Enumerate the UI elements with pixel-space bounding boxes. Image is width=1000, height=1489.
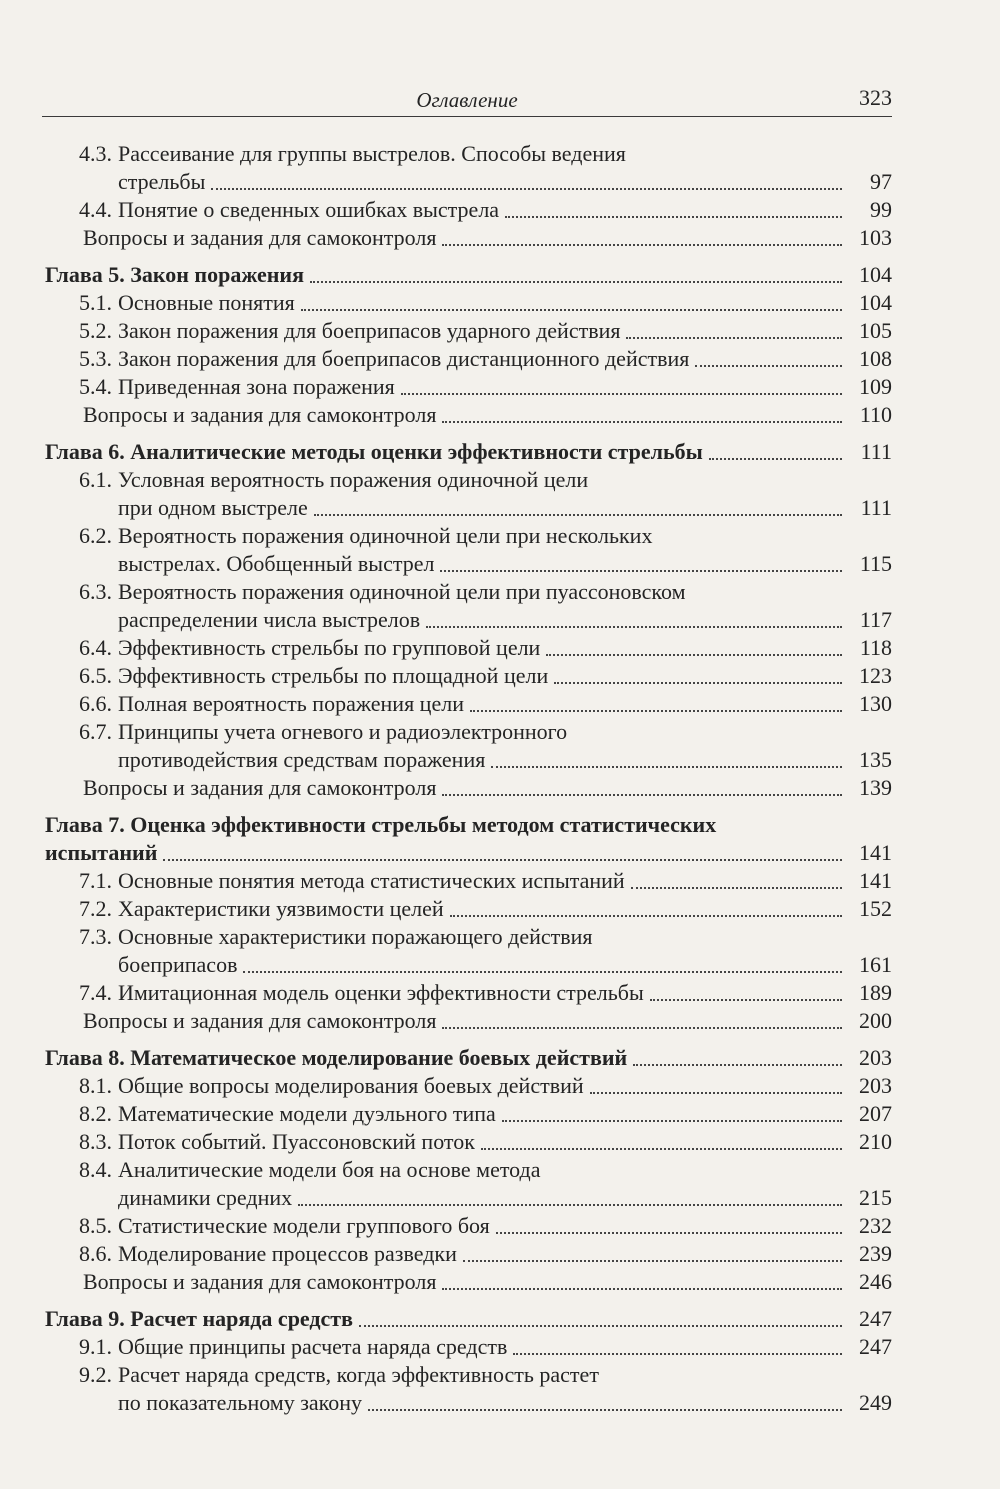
toc-entry-text [79,522,846,578]
toc-questions-entry [45,1268,892,1296]
toc-section-entry [45,1100,892,1128]
toc-chapter-entry [45,261,892,289]
toc-title [118,1212,846,1240]
toc-section-entry [45,373,892,401]
page-number: 323 [859,85,892,110]
toc-section-number: 7.1. [79,868,112,893]
toc-title-line: Общие вопросы моделирования боевых действий [118,1073,584,1098]
toc-title [118,923,846,979]
toc-title [83,1007,846,1035]
toc-entry-text [79,140,846,196]
toc-page-number: 200 [859,1008,892,1033]
toc-section-entry [45,634,892,662]
toc-section-number: 5.2. [79,318,112,343]
toc-title-line: Вопросы и задания для самоконтроля [83,225,437,250]
dot-leader [650,999,842,1001]
dot-leader [243,971,842,973]
toc-page-number: 139 [859,775,892,800]
toc-entry-text [79,923,846,979]
dot-leader [163,859,842,861]
toc-entry-text [83,774,846,802]
toc-title [118,140,846,196]
toc-title-last-line [118,662,846,690]
toc-page-number: 189 [859,980,892,1005]
toc-entry-text [79,466,846,522]
dot-leader [470,710,842,712]
dot-leader [442,421,842,423]
toc-title-line: распределении числа выстрелов [118,607,421,632]
toc-section-number: 8.5. [79,1213,112,1238]
toc-section-number: 8.3. [79,1129,112,1154]
dot-leader [496,1232,842,1234]
toc-title-line: Основные характеристики поражающего действия [118,924,593,949]
toc-title-line: при одном выстреле [118,495,308,520]
toc-page-number: 135 [859,747,892,772]
toc-section-number: 7.4. [79,980,112,1005]
toc-title-last-line [83,401,846,429]
toc-title [45,1044,846,1072]
toc-section-number: 6.5. [79,663,112,688]
toc-section-number: 6.4. [79,635,112,660]
toc-title-line: Основные понятия метода статистических испытаний [118,868,625,893]
toc-entry-text [83,1268,846,1296]
dot-leader [301,309,842,311]
toc-title-line: Глава 9. Расчет наряда средств [45,1306,353,1331]
toc-entry-text [45,438,846,466]
toc-title-line: Расчет наряда средств, когда эффективность растет [118,1362,599,1387]
dot-leader [491,766,842,768]
dot-leader [463,1260,842,1262]
toc-section-entry [45,522,892,578]
toc-page-number: 130 [859,691,892,716]
toc-title-last-line [83,224,846,252]
toc-title-line: Условная вероятность поражения одиночной цели [118,467,589,492]
toc-title-line: выстрелах. Обобщенный выстрел [118,551,435,576]
toc-page-number: 215 [859,1185,892,1210]
running-header [42,82,892,117]
toc-entry-text [79,317,846,345]
toc-section-entry [45,979,892,1007]
toc-title-line: Характеристики уязвимости целей [118,896,444,921]
toc-section-number: 5.3. [79,346,112,371]
toc-page-number: 108 [859,346,892,371]
toc-section-entry [45,1156,892,1212]
toc-entry-text [79,1156,846,1212]
toc-entry-text [45,1044,846,1072]
toc-entry-text [79,1128,846,1156]
toc-title [45,438,846,466]
toc-title-last-line [118,168,846,196]
toc-title [118,1128,846,1156]
toc-page-number: 110 [859,402,892,427]
toc-section-entry [45,1128,892,1156]
toc-page-number: 104 [859,290,892,315]
toc-entry-text [79,867,846,895]
toc-page-number: 210 [859,1129,892,1154]
toc-title-last-line [45,261,846,289]
toc-entry-text [79,634,846,662]
toc-page-number: 103 [859,225,892,250]
dot-leader [401,393,842,395]
toc-title-line: Эффективность стрельбы по площадной цели [118,663,549,688]
toc-title-last-line [118,1240,846,1268]
toc-title-line: стрельбы [118,169,206,194]
toc-section-number: 6.6. [79,691,112,716]
toc-page-number: 118 [859,635,892,660]
toc-page-number: 104 [859,262,892,287]
toc-section-entry [45,578,892,634]
toc-title-line: Эффективность стрельбы по групповой цели [118,635,541,660]
toc-title-line: Глава 6. Аналитические методы оценки эффективности стрельбы [45,439,703,464]
toc-section-entry [45,345,892,373]
toc-section-entry [45,289,892,317]
dot-leader [502,1120,842,1122]
dot-leader [709,458,842,460]
toc-title-last-line [118,494,846,522]
dot-leader [440,570,842,572]
toc-title [118,1240,846,1268]
dot-leader [442,1027,842,1029]
toc-entry-text [79,1212,846,1240]
toc-title-line: Поток событий. Пуассоновский поток [118,1129,475,1154]
toc-entry-text [83,1007,846,1035]
toc-section-number: 8.6. [79,1241,112,1266]
toc-chapter-entry [45,1044,892,1072]
toc-section-entry [45,317,892,345]
toc-entry-text [79,979,846,1007]
toc-title-last-line [118,196,846,224]
toc-page-number: 239 [859,1241,892,1266]
toc-title-last-line [118,1128,846,1156]
toc-title-line: испытаний [45,840,158,865]
toc-questions-entry [45,774,892,802]
toc-title-last-line [45,438,846,466]
toc-title [45,1305,846,1333]
toc-title [118,718,846,774]
toc-entry-text [45,1305,846,1333]
toc-title-last-line [118,634,846,662]
toc-title-last-line [83,774,846,802]
toc-title [118,373,846,401]
toc-title [83,1268,846,1296]
toc-section-entry [45,1240,892,1268]
dot-leader [211,188,842,190]
toc-page-number: 117 [859,607,892,632]
toc-title [118,522,846,578]
toc-title-line: Математические модели дуэльного типа [118,1101,496,1126]
toc-section-entry [45,895,892,923]
toc-title-line: боеприпасов [118,952,238,977]
toc-title [45,811,846,867]
toc-section-number: 4.3. [79,141,112,166]
toc-chapter-entry [45,811,892,867]
toc-title-line: по показательному закону [118,1390,363,1415]
dot-leader [481,1148,842,1150]
dot-leader [633,1064,842,1066]
toc-page-number: 247 [859,1334,892,1359]
toc-title-line: Вероятность поражения одиночной цели при пуассоновском [118,579,686,604]
toc-title-last-line [118,1100,846,1128]
toc-title-last-line [118,1212,846,1240]
toc-title [83,401,846,429]
toc-title [118,196,846,224]
toc-title-last-line [118,1389,846,1417]
toc-title-line: Вопросы и задания для самоконтроля [83,402,437,427]
toc-title [118,466,846,522]
toc-entry-text [79,718,846,774]
dot-leader [695,365,842,367]
toc-entry-text [79,1240,846,1268]
toc-section-entry [45,196,892,224]
toc-section-entry [45,718,892,774]
toc-page-number: 141 [859,840,892,865]
toc-title-last-line [118,690,846,718]
toc-title [45,261,846,289]
toc-title-line: Закон поражения для боеприпасов дистанционного действия [118,346,690,371]
toc-title-line: Вопросы и задания для самоконтроля [83,775,437,800]
toc-page-number: 111 [860,439,892,464]
toc-entry-text [79,373,846,401]
toc-title [118,1333,846,1361]
toc-entry-text [79,1072,846,1100]
toc-section-number: 4.4. [79,197,112,222]
toc-section-entry [45,1361,892,1417]
toc-section-number: 6.2. [79,523,112,548]
toc-title [118,634,846,662]
toc-entry-text [79,578,846,634]
toc-section-number: 9.2. [79,1362,112,1387]
toc-entry-text [79,1361,846,1417]
toc-page-number: 232 [859,1213,892,1238]
toc-title-last-line [118,373,846,401]
toc-title-last-line [118,951,846,979]
toc-title-last-line [45,1305,846,1333]
toc-entry-text [79,895,846,923]
toc-section-entry [45,923,892,979]
toc-title [118,578,846,634]
dot-leader [631,887,842,889]
dot-leader [368,1409,842,1411]
toc-section-number: 6.7. [79,719,112,744]
dot-leader [626,337,842,339]
toc-page-number: 203 [859,1045,892,1070]
toc-section-entry [45,1212,892,1240]
toc-title-line: Имитационная модель оценки эффективности стрельбы [118,980,644,1005]
toc-page-number: 249 [859,1390,892,1415]
toc-page-number: 111 [860,495,892,520]
toc-title-last-line [118,289,846,317]
toc-page-number: 246 [859,1269,892,1294]
dot-leader [442,1288,842,1290]
toc-page-number: 105 [859,318,892,343]
toc-entry-text [83,224,846,252]
toc-entry-text [79,196,846,224]
dot-leader [546,654,842,656]
dot-leader [450,915,842,917]
toc-title-line: противодействия средствам поражения [118,747,486,772]
toc-title-line: Закон поражения для боеприпасов ударного действия [118,318,621,343]
toc-title [118,895,846,923]
toc-page-number: 161 [859,952,892,977]
toc-section-entry [45,690,892,718]
dot-leader [554,682,842,684]
toc-title [118,1156,846,1212]
toc-title-line: Аналитические модели боя на основе метода [118,1157,541,1182]
toc-title [83,224,846,252]
toc-page-number: 203 [859,1073,892,1098]
toc-page-number: 207 [859,1101,892,1126]
toc-title-line: Моделирование процессов разведки [118,1241,457,1266]
dot-leader [513,1353,842,1355]
toc-title-last-line [118,979,846,1007]
dot-leader [505,216,842,218]
dot-leader [314,514,842,516]
dot-leader [310,281,842,283]
toc-section-number: 5.4. [79,374,112,399]
toc-page-number: 99 [870,197,892,222]
toc-entry-text [79,345,846,373]
toc-section-entry [45,466,892,522]
toc-title-line: Статистические модели группового боя [118,1213,490,1238]
toc-title-last-line [118,606,846,634]
toc-section-number: 9.1. [79,1334,112,1359]
toc-title [118,690,846,718]
toc-title-line: Понятие о сведенных ошибках выстрела [118,197,500,222]
toc-title-line: Рассеивание для группы выстрелов. Способы ведения [118,141,626,166]
toc-title-last-line [45,839,846,867]
toc-title-last-line [118,1184,846,1212]
toc-entry-text [79,289,846,317]
dot-leader [590,1092,842,1094]
toc-title-last-line [118,550,846,578]
toc-page-number: 115 [859,551,892,576]
toc-title-last-line [118,746,846,774]
toc-section-number: 7.2. [79,896,112,921]
toc-questions-entry [45,224,892,252]
toc-page-number: 152 [859,896,892,921]
toc-title [118,289,846,317]
toc-section-number: 8.4. [79,1157,112,1182]
dot-leader [442,794,842,796]
toc-chapter-entry [45,438,892,466]
toc-title [118,317,846,345]
toc-entry-text [79,1100,846,1128]
toc-title-line: Глава 5. Закон поражения [45,262,305,287]
dot-leader [298,1204,842,1206]
toc-title [118,662,846,690]
toc-section-entry [45,1333,892,1361]
toc-title-line: динамики средних [118,1185,293,1210]
running-title: Оглавление [416,88,518,112]
toc-title-last-line [118,317,846,345]
toc-title [118,979,846,1007]
toc-title-line: Основные понятия [118,290,295,315]
toc-title-line: Вопросы и задания для самоконтроля [83,1008,437,1033]
toc-entry-text [45,811,846,867]
toc-questions-entry [45,1007,892,1035]
toc-title-line: Приведенная зона поражения [118,374,395,399]
toc-title-line: Принципы учета огневого и радиоэлектронного [118,719,568,744]
toc-section-number: 7.3. [79,924,112,949]
toc-page-number: 123 [859,663,892,688]
toc-title-last-line [118,867,846,895]
table-of-contents [45,140,892,1417]
toc-title-last-line [83,1007,846,1035]
toc-title [118,1072,846,1100]
toc-page-number: 109 [859,374,892,399]
toc-title [118,867,846,895]
toc-title [118,345,846,373]
toc-section-entry [45,140,892,196]
toc-page-number: 97 [870,169,892,194]
toc-entry-text [79,662,846,690]
toc-page-number: 247 [859,1306,892,1331]
toc-section-entry [45,1072,892,1100]
toc-title [118,1361,846,1417]
toc-title-last-line [118,1333,846,1361]
toc-entry-text [79,690,846,718]
toc-title-line: Вопросы и задания для самоконтроля [83,1269,437,1294]
dot-leader [442,244,842,246]
toc-entry-text [45,261,846,289]
toc-title-last-line [45,1044,846,1072]
toc-entry-text [83,401,846,429]
toc-title-last-line [118,895,846,923]
toc-section-number: 8.2. [79,1101,112,1126]
toc-title-line: Полная вероятность поражения цели [118,691,464,716]
toc-chapter-entry [45,1305,892,1333]
toc-title-last-line [83,1268,846,1296]
toc-section-number: 6.1. [79,467,112,492]
dot-leader [426,626,842,628]
toc-title [83,774,846,802]
toc-title-line: Вероятность поражения одиночной цели при нескольких [118,523,653,548]
toc-title-line: Глава 7. Оценка эффективности стрельбы методом статистических [45,812,717,837]
toc-section-number: 5.1. [79,290,112,315]
toc-title-line: Общие принципы расчета наряда средств [118,1334,508,1359]
toc-title-last-line [118,345,846,373]
toc-title [118,1100,846,1128]
toc-section-number: 8.1. [79,1073,112,1098]
toc-entry-text [79,1333,846,1361]
toc-title-line: Глава 8. Математическое моделирование боевых действий [45,1045,628,1070]
toc-section-entry [45,662,892,690]
dot-leader [359,1325,842,1327]
toc-title-last-line [118,1072,846,1100]
toc-page-number: 141 [859,868,892,893]
toc-section-entry [45,867,892,895]
toc-questions-entry [45,401,892,429]
toc-section-number: 6.3. [79,579,112,604]
